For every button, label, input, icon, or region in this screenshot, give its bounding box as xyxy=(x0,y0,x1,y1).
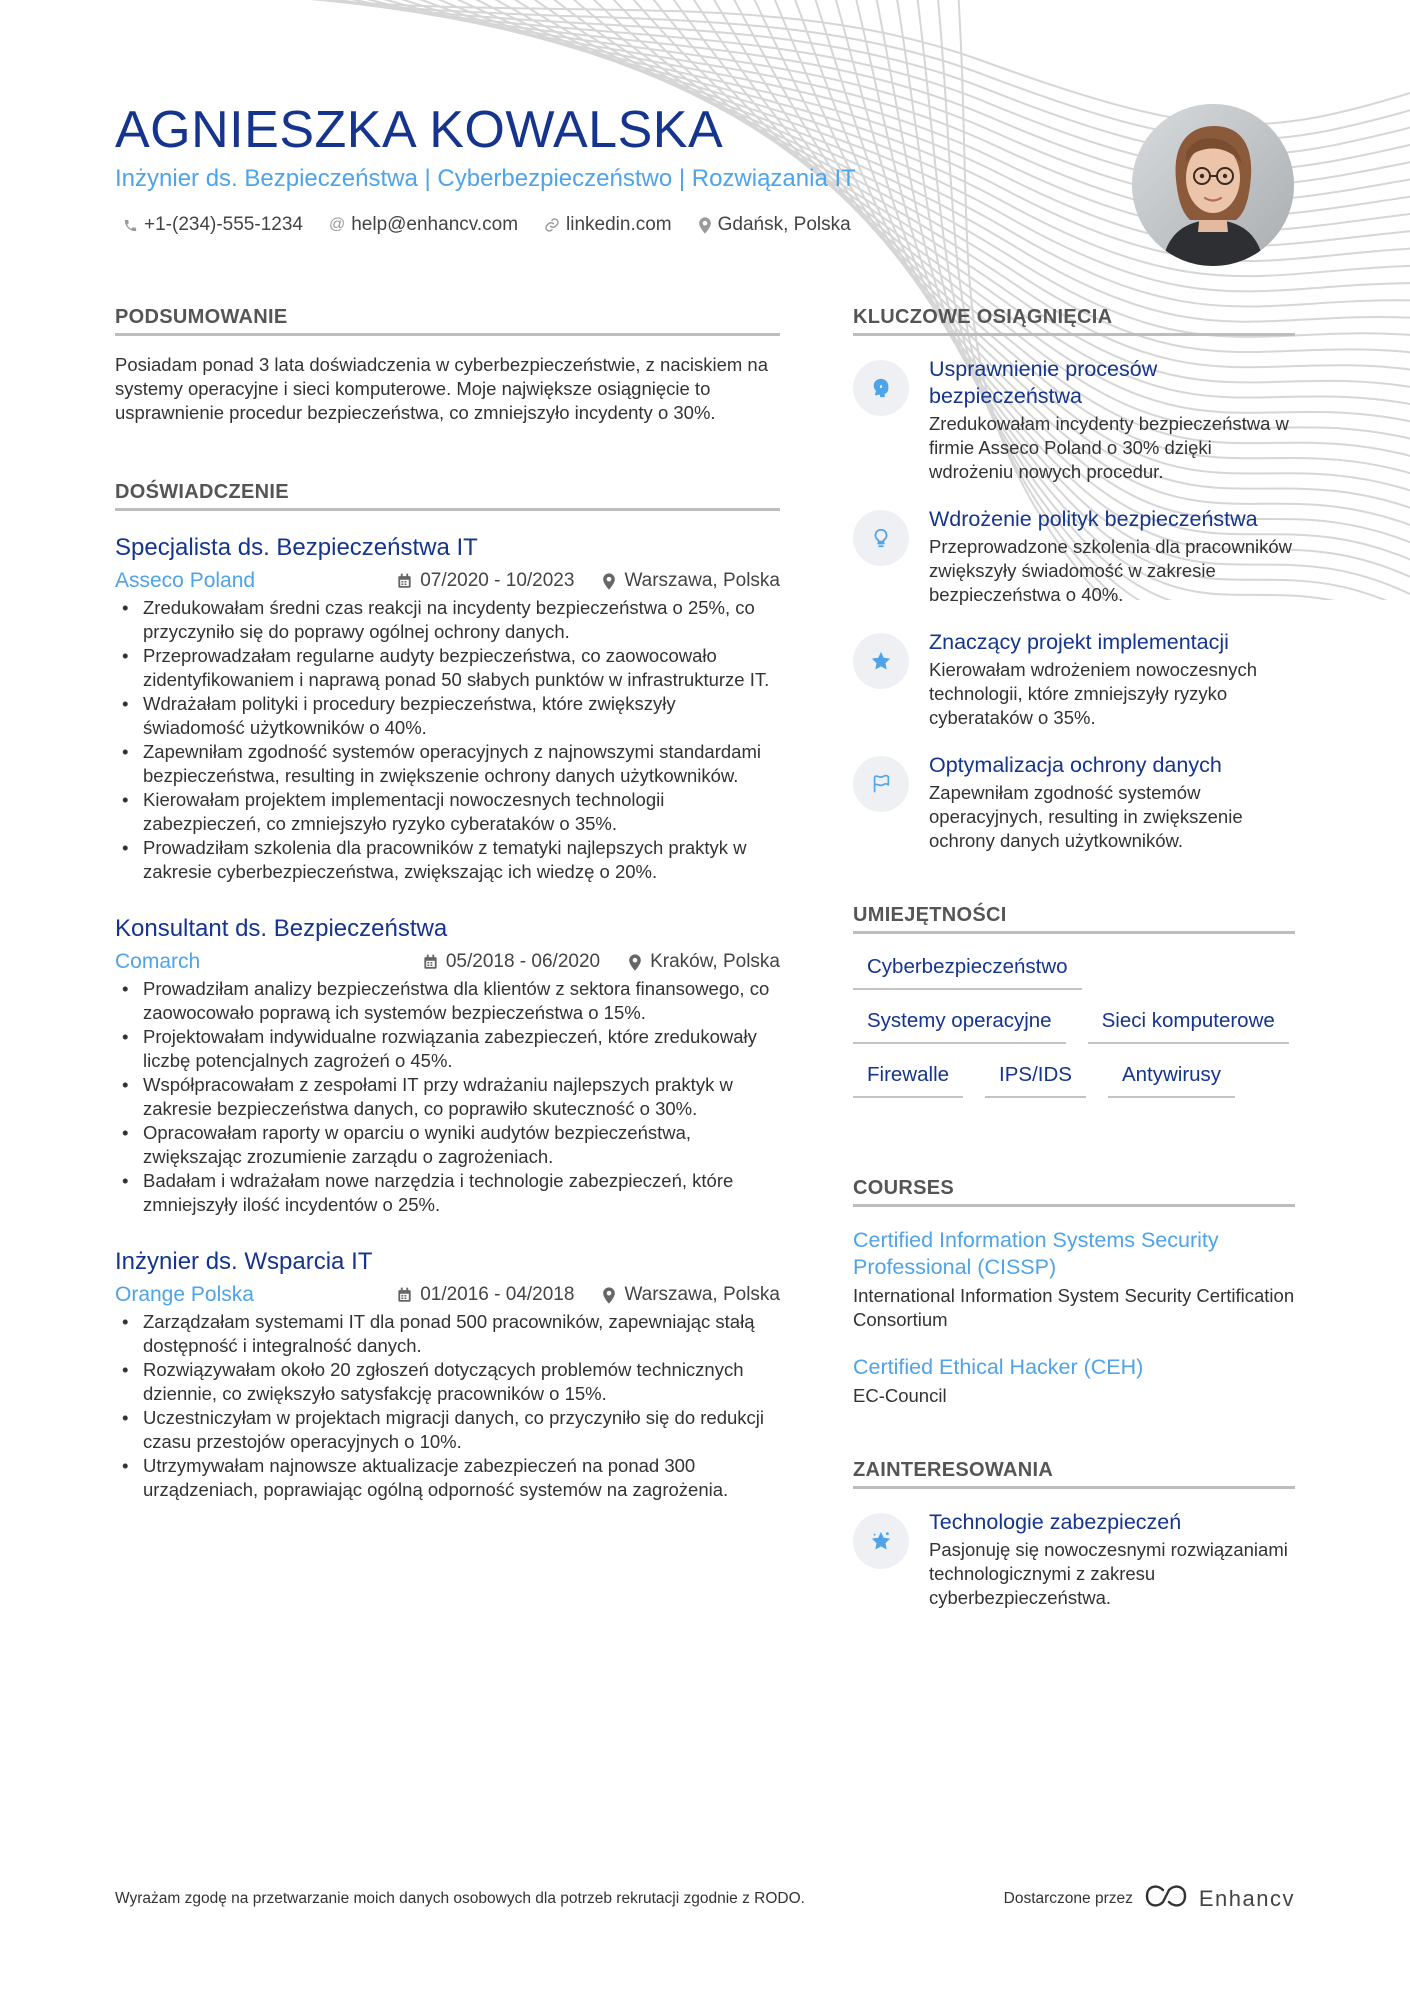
bullet-item: • Prowadziłam szkolenia dla pracowników z tematyki najlepszych praktyk w zakresie cyberbezpieczeństwa, zwiększając ich wiedzę o 20%. xyxy=(115,836,780,884)
bullet-item: • Zarządzałam systemami IT dla ponad 500 pracowników, zapewniając stałą dostępność i integralność danych. xyxy=(115,1310,780,1358)
course-list xyxy=(853,1227,1295,1408)
skill-tag: Systemy operacyjne xyxy=(853,1000,1066,1044)
achievement-desc: Przeprowadzone szkolenia dla pracowników zwiększyły świadomość w zakresie bezpieczeństwa o 40%. xyxy=(929,536,1292,605)
bullet-item: • Opracowałam raporty w oparciu o wyniki audytów bezpieczeństwa, zwiększając zrozumienie zarządu o zagrożeniach. xyxy=(115,1121,780,1169)
footer xyxy=(115,1884,1295,1913)
left-column xyxy=(115,305,780,1502)
company-name[interactable]: Comarch xyxy=(115,950,201,973)
location-pin-icon xyxy=(602,1287,616,1304)
achievement-title: Technologie zabezpieczeń xyxy=(929,1510,1182,1534)
provided-by-text: Dostarczone przez xyxy=(1003,1889,1133,1907)
enhancv-logo-icon xyxy=(1143,1884,1189,1913)
interests-section xyxy=(853,1458,1295,1610)
bullet-item: • Badałam i wdrażałam nowe narzędzia i technologie zabezpieczeń, które zmniejszyły ilość incydentów o 25%. xyxy=(115,1169,780,1217)
achievements-heading: KLUCZOWE OSIĄGNIĘCIA xyxy=(853,305,1295,336)
calendar-icon xyxy=(397,1287,412,1303)
bullet-item: • Przeprowadzałam regularne audyty bezpieczeństwa, co zaowocowało zidentyfikowaniem i naprawą ponad 50 słabych punktów w infrastrukturze IT. xyxy=(115,644,780,692)
achievement-title: Optymalizacja ochrony danych xyxy=(929,753,1222,777)
bullet-item: • Kierowałam projektem implementacji nowoczesnych technologii zabezpieczeń, co zmniejszyło ryzyko cyberataków o 35%. xyxy=(115,788,780,836)
course-item xyxy=(853,1227,1295,1332)
at-icon: @ xyxy=(328,216,346,233)
star-outline-icon xyxy=(853,1513,909,1569)
email-text: help@enhancv.com xyxy=(351,214,519,235)
interests-heading: ZAINTERESOWANIA xyxy=(853,1458,1295,1489)
bullet-item: • Utrzymywałam najnowsze aktualizacje zabezpieczeń na ponad 300 urządzeniach, poprawiając ogólną odporność systemów na zagrożenia. xyxy=(115,1454,780,1502)
skill-tag: Cyberbezpieczeństwo xyxy=(853,946,1082,990)
flag-icon xyxy=(853,756,909,812)
achievement-body xyxy=(929,1509,1295,1610)
job-dates-text: 01/2016 - 04/2018 xyxy=(420,1284,575,1305)
course-org: EC-Council xyxy=(853,1385,947,1406)
job-location-text: Kraków, Polska xyxy=(650,951,780,972)
experience-section xyxy=(115,480,780,1502)
summary-text: Posiadam ponad 3 lata doświadczenia w cyberbezpieczeństwie, z naciskiem na systemy operacyjne i sieci komputerowe. Moje największe osiągnięcie to usprawnienie procedur bezpieczeństwa, co zmniejszyło incydenty o 30%. xyxy=(115,354,768,423)
company-name[interactable]: Orange Polska xyxy=(115,1283,254,1306)
linkedin-text: linkedin.com xyxy=(566,214,672,235)
achievement-item xyxy=(853,752,1295,853)
candidate-name: AGNIESZKA KOWALSKA xyxy=(115,101,724,159)
achievement-desc: Zredukowałam incydenty bezpieczeństwa w firmie Asseco Poland o 30% dzięki wdrożeniu nowych procedur. xyxy=(929,413,1289,482)
job-dates xyxy=(423,949,600,975)
contact-location xyxy=(698,214,851,236)
calendar-icon xyxy=(423,954,438,970)
job-location xyxy=(602,568,780,594)
phone-icon xyxy=(123,218,138,233)
job-title: Inżynier ds. Wsparcia IT xyxy=(115,1248,373,1275)
right-column xyxy=(853,305,1295,1610)
contact-email[interactable] xyxy=(329,214,518,236)
achievement-item xyxy=(853,629,1295,730)
bullet-item: • Zapewniłam zgodność systemów operacyjnych z najnowszymi standardami bezpieczeństwa, resulting in zwiększenie ochrony danych użytkowników. xyxy=(115,740,780,788)
bullet-item: • Uczestniczyłam w projektach migracji danych, co przyczyniło się do redukcji czasu przestojów operacyjnych o 10%. xyxy=(115,1406,780,1454)
contact-linkedin[interactable] xyxy=(544,214,672,236)
achievement-desc: Zapewniłam zgodność systemów operacyjnych, resulting in zwiększenie ochrony danych użytkowników. xyxy=(929,782,1243,851)
job-dates-text: 05/2018 - 06/2020 xyxy=(445,951,601,972)
job-list xyxy=(115,533,780,1502)
achievement-item xyxy=(853,356,1295,484)
skill-list xyxy=(853,946,1295,1098)
course-title[interactable]: Certified Information Systems Security Professional (CISSP) xyxy=(853,1228,1219,1279)
job-location xyxy=(602,1282,780,1308)
achievement-title: Wdrożenie polityk bezpieczeństwa xyxy=(929,507,1258,531)
job-meta xyxy=(115,1282,780,1308)
profile-photo xyxy=(1132,104,1294,266)
contact-phone[interactable] xyxy=(123,214,303,236)
achievement-item xyxy=(853,1509,1295,1610)
job-location-text: Warszawa, Polska xyxy=(624,570,780,591)
experience-heading: DOŚWIADCZENIE xyxy=(115,480,780,511)
bullet-item: • Zredukowałam średni czas reakcji na incydenty bezpieczeństwa o 25%, co przyczyniło się do poprawy ogólnej ochrony danych. xyxy=(115,596,780,644)
job-title: Specjalista ds. Bezpieczeństwa IT xyxy=(115,534,478,561)
bullet-item: • Współpracowałam z zespołami IT przy wdrażaniu najlepszych praktyk w zakresie bezpieczeństwa danych, co poprawiło skuteczność o 30%. xyxy=(115,1073,780,1121)
achievement-list xyxy=(853,356,1295,853)
bullet-item: • Prowadziłam analizy bezpieczeństwa dla klientów z sektora finansowego, co zaowocowało poprawą ich systemów bezpieczeństwa o 15%. xyxy=(115,977,780,1025)
job-dates xyxy=(397,568,574,594)
location-pin-icon xyxy=(628,954,642,971)
achievement-desc: Kierowałam wdrożeniem nowoczesnych technologii, które zmniejszyły ryzyko cyberataków o 35%. xyxy=(929,659,1258,728)
job-title: Konsultant ds. Bezpieczeństwa xyxy=(115,915,448,942)
star-icon xyxy=(853,633,909,689)
lightbulb-icon xyxy=(853,510,909,566)
skills-heading: UMIEJĘTNOŚCI xyxy=(853,903,1295,934)
calendar-icon xyxy=(397,573,412,589)
skill-tag: Antywirusy xyxy=(1108,1054,1235,1098)
achievement-body xyxy=(929,629,1295,730)
course-title[interactable]: Certified Ethical Hacker (CEH) xyxy=(853,1355,1144,1379)
job-bullets xyxy=(115,1310,780,1502)
job-dates-text: 07/2020 - 10/2023 xyxy=(420,570,575,591)
company-name[interactable]: Asseco Poland xyxy=(115,569,256,592)
achievement-desc: Pasjonuję się nowoczesnymi rozwiązaniami technologicznymi z zakresu cyberbezpieczeństwa. xyxy=(929,1539,1288,1608)
job-location xyxy=(628,949,780,975)
summary-section xyxy=(115,305,780,425)
skill-tag: Firewalle xyxy=(853,1054,963,1098)
course-org: International Information System Security Certification Consortium xyxy=(853,1285,1295,1330)
job-location-text: Warszawa, Polska xyxy=(624,1284,780,1305)
headline: Inżynier ds. Bezpieczeństwa | Cyberbezpieczeństwo | Rozwiązania IT xyxy=(115,165,856,192)
skills-section xyxy=(853,903,1295,1098)
courses-section xyxy=(853,1176,1295,1408)
contact-bar xyxy=(115,214,1095,236)
location-text: Gdańsk, Polska xyxy=(717,214,851,235)
job-bullets xyxy=(115,596,780,884)
bullet-item: • Rozwiązywałam około 20 zgłoszeń dotyczących problemów technicznych dziennie, co zwiększyło satysfakcję pracowników o 15%. xyxy=(115,1358,780,1406)
job-meta xyxy=(115,949,780,975)
job-bullets xyxy=(115,977,780,1217)
bullet-item: • Wdrażałam polityki i procedury bezpieczeństwa, które zwiększyły świadomość użytkowników o 40%. xyxy=(115,692,780,740)
bullet-item: • Projektowałam indywidualne rozwiązania zabezpieczeń, które zredukowały liczbę potencjalnych zagrożeń o 45%. xyxy=(115,1025,780,1073)
job-entry xyxy=(115,1247,780,1502)
header xyxy=(115,100,1095,236)
job-dates xyxy=(397,1282,574,1308)
link-icon xyxy=(544,217,560,233)
skill-tag: Sieci komputerowe xyxy=(1088,1000,1289,1044)
interest-list xyxy=(853,1509,1295,1610)
location-pin-icon xyxy=(602,573,616,590)
achievement-body xyxy=(929,752,1295,853)
brand-name: Enhancv xyxy=(1198,1885,1295,1911)
achievement-title: Znaczący projekt implementacji xyxy=(929,630,1229,654)
achievement-item xyxy=(853,506,1295,607)
brain-icon xyxy=(853,360,909,416)
achievement-body xyxy=(929,506,1295,607)
job-meta xyxy=(115,568,780,594)
achievements-section xyxy=(853,305,1295,853)
achievement-title: Usprawnienie procesów bezpieczeństwa xyxy=(929,357,1158,408)
job-entry xyxy=(115,533,780,884)
skill-tag: IPS/IDS xyxy=(985,1054,1086,1098)
job-entry xyxy=(115,914,780,1217)
location-pin-icon xyxy=(698,217,712,234)
phone-text: +1-(234)-555-1234 xyxy=(144,214,303,235)
brand-credit[interactable] xyxy=(1004,1884,1295,1913)
achievement-body xyxy=(929,356,1295,484)
summary-heading: PODSUMOWANIE xyxy=(115,305,780,336)
consent-text: Wyrażam zgodę na przetwarzanie moich danych osobowych dla potrzeb rekrutacji zgodnie z RODO. xyxy=(115,1889,805,1907)
course-item xyxy=(853,1354,1295,1408)
courses-heading: COURSES xyxy=(853,1176,1295,1207)
